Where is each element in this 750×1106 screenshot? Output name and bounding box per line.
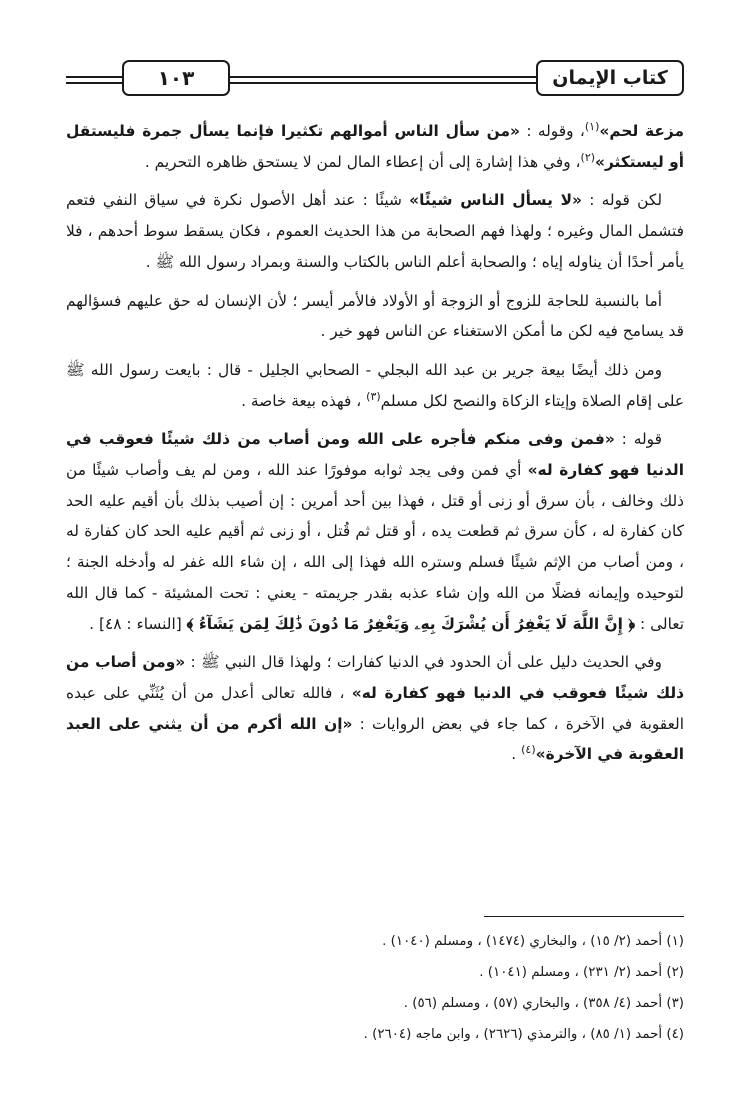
text-run: شيئًا : عند أهل الأصول نكرة في سياق النفي فتعم فتشمل المال وغيره ؛ ولهذا فهم الصحابة من هذا الحديث العموم ، فكان يسقط سوط أحدهم ، فلا يأمر أحدًا أن يناوله إياه ؛ والصحابة أعلم الناس بالكتاب والسنة وبمراد رسول الله ﷺ . [66, 191, 684, 271]
main-text [66, 116, 684, 778]
page-header [66, 52, 684, 100]
paragraph-3 [66, 286, 684, 347]
hadith-quote: «ومن أصاب من ذلك شيئًا فعوقب في الدنيا فهو كفارة له» [66, 653, 684, 702]
text-run: وفي الحديث دليل على أن الحدود في الدنيا كفارات ؛ ولهذا قال النبي ﷺ : [185, 653, 662, 672]
text-run: ، فالله تعالى أعدل من أن يُثَنِّي على عبده العقوبة في الآخرة ، كما جاء في بعض الروايات : [66, 683, 684, 733]
footnote-4: (٤) أحمد (١/ ٨٥) ، والترمذي (٢٦٢٦) ، وابن ماجه (٢٦٠٤) . [363, 1027, 684, 1042]
hadith-quote: «فمن وفى منكم فأجره على الله ومن أصاب من ذلك شيئًا فعوقب في الدنيا فهو كفارة له» [66, 430, 684, 480]
book-title: كتاب الإيمان [536, 60, 684, 96]
paragraph-1 [66, 116, 684, 177]
page-number: ١٠٣ [122, 60, 230, 96]
paragraph-5 [66, 424, 684, 639]
paragraph-6 [66, 647, 684, 770]
quote-close: » [535, 745, 546, 764]
quran-verse: ﴿ إِنَّ اللَّهَ لَا يَغْفِرُ أَن يُشْرَكَ بِهِۦ وَيَغْفِرُ مَا دُونَ ذَٰلِكَ لِمَن يَشَآءُ ﴾ [186, 614, 636, 633]
text-run: ، وفي هذا إشارة إلى أن إعطاء المال لمن لا يستحق ظاهره التحريم . [144, 152, 581, 171]
hadith-quote: «من سأل الناس أموالهم تكثيرا فإنما يسأل جمرة فليستقل أو ليستكثر [66, 122, 684, 171]
verse-citation: [النساء : ٤٨] . [89, 614, 187, 633]
text-run: أي فمن وفى يجد ثوابه موفورًا عند الله ، ومن لم يف وأصاب شيئًا من ذلك وخالف ، بأن سرق أو زنى أو قتل ، فهذا بين أحد أمرين : إن أصيب بذلك بأن أقيم عليه الحد كان كفارة له ، كأن سرق ثم قطعت يده ، أو قتل ثم قُتل ، أو زنى ثم أقيم عليه الحد كان كفارة له ، ومن أصاب من الإثم شيئًا فسلم وستره الله فهذا إلى الله ، إن شاء الله غفر له وأدخله الجنة ؛ لتوحيده وإيمانه فضلًا من الله وإن شاء عذبه بقدر جريمته - يعني : تحت المشيئة - كما قال الله تعالى : [66, 461, 684, 633]
footnote-ref-2: (٢) [580, 150, 596, 164]
footnote-separator [484, 916, 684, 917]
footnote-ref-4: (٤) [521, 743, 536, 757]
footnote-1: (١) أحمد (٢/ ١٥) ، والبخاري (١٤٧٤) ، ومسلم (١٠٤٠) . [382, 934, 684, 949]
text-run: ، وقوله : [520, 122, 585, 140]
footnote-ref-3: (٣) [366, 389, 381, 403]
quote-close: » [595, 152, 605, 171]
quote-close: » [599, 122, 610, 140]
footnote-3: (٣) أحمد (٤/ ٣٥٨) ، والبخاري (٥٧) ، ومسلم (٥٦) . [403, 996, 684, 1011]
text-run: لكن قوله : [581, 191, 663, 210]
hadith-quote: «إن الله أكرم من أن يثني على العبد العقوبة في الآخرة [66, 714, 684, 764]
footnote-2: (٢) أحمد (٢/ ٢٣١) ، ومسلم (١٠٤١) . [479, 965, 684, 980]
hadith-quote: مزعة لحم [609, 122, 685, 140]
footnotes [66, 926, 684, 1050]
paragraph-4 [66, 355, 684, 416]
text-run: ومن ذلك أيضًا بيعة جرير بن عبد الله البجلي - الصحابي الجليل - قال : بايعت رسول الله ﷺ على إقام الصلاة وإيتاء الزكاة والنصح لكل مسلم [66, 360, 684, 410]
text-run: قوله : [614, 430, 662, 449]
hadith-quote: «لا يسأل الناس شيئًا» [409, 191, 582, 210]
text-run: ، فهذه بيعة خاصة . [241, 391, 367, 410]
footnote-ref-1: (١) [584, 119, 600, 133]
text-run: أما بالنسبة للحاجة للزوج أو الزوجة أو الأولاد فالأمر أيسر ؛ لأن الإنسان له حق عليهم فسؤالهم قد يسامح فيه لكن ما أمكن الاستغناء عن الناس فهو خير . [66, 291, 684, 341]
paragraph-2 [66, 185, 684, 277]
text-run: . [511, 745, 522, 764]
